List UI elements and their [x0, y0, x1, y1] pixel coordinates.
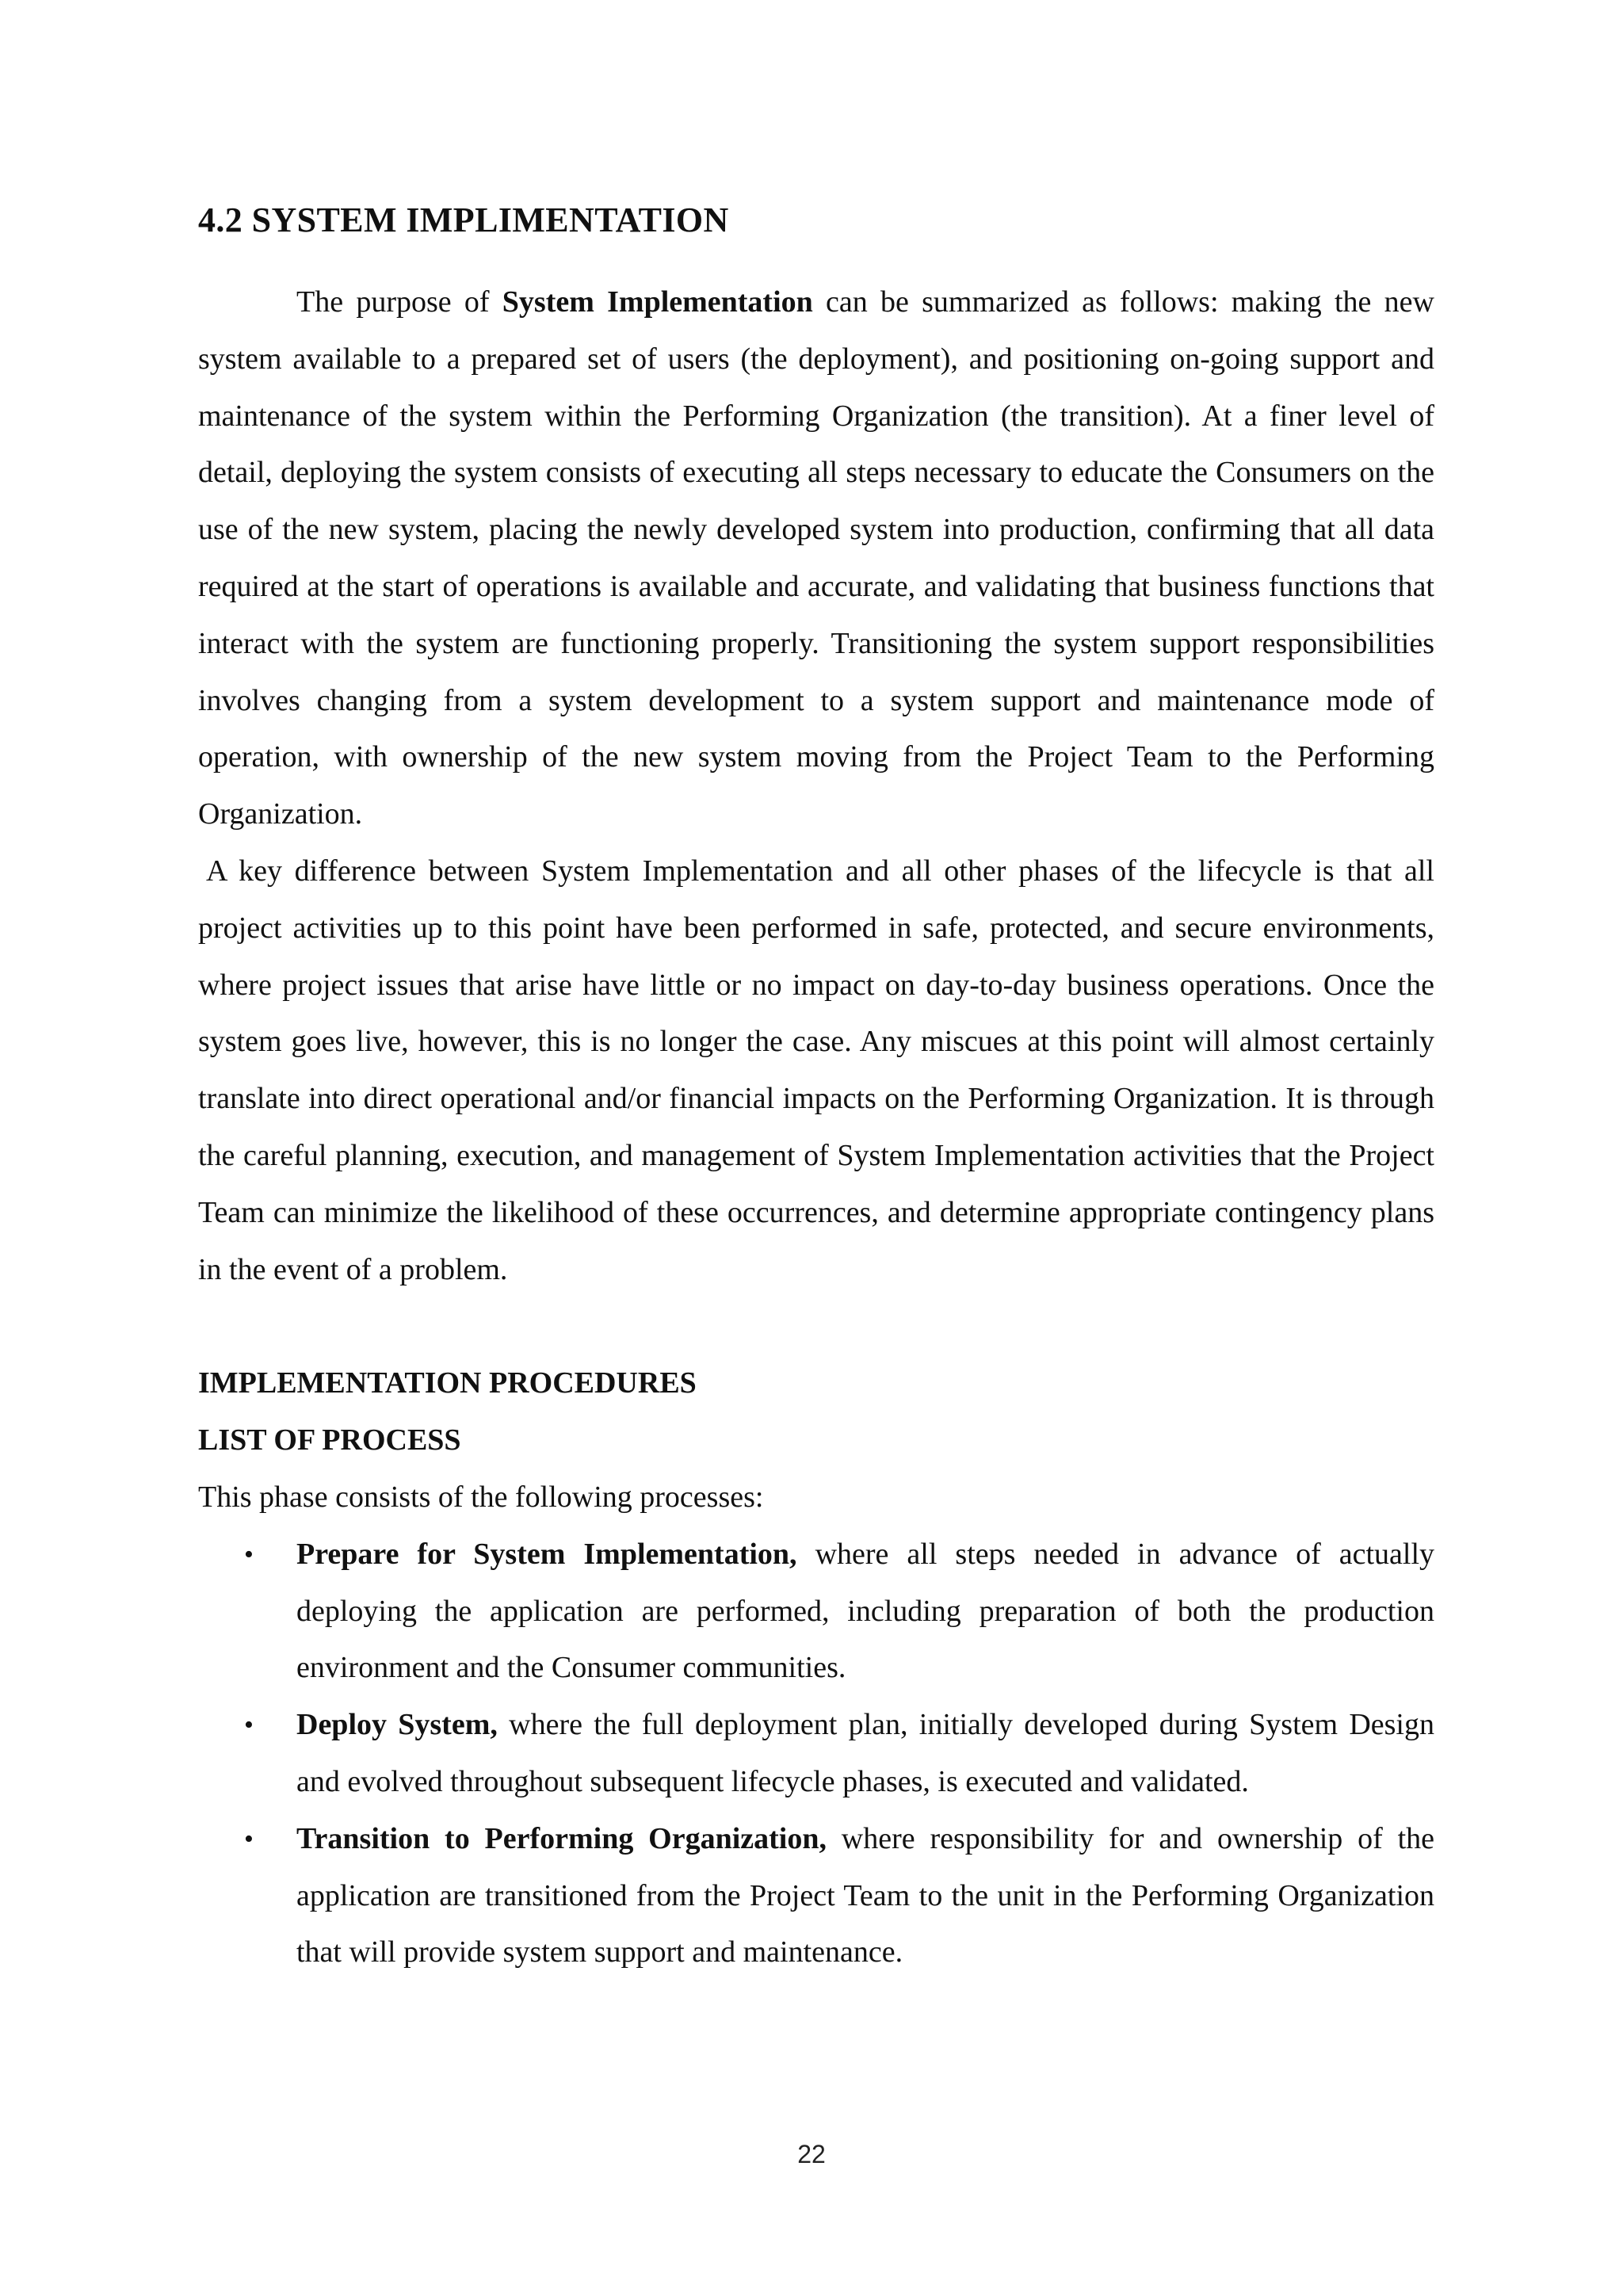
section-title: 4.2 SYSTEM IMPLIMENTATION: [198, 201, 729, 239]
list-of-process-heading: LIST OF PROCESS: [198, 1423, 461, 1457]
system-implementation-term: System Implementation: [502, 285, 813, 319]
list-item: [198, 1526, 1434, 1697]
page-content: [198, 197, 1434, 1981]
process-title: Deploy System,: [296, 1708, 498, 1742]
process-list: [198, 1526, 1434, 1981]
page-number: 22: [797, 2140, 826, 2168]
bullet-icon: •: [244, 1824, 254, 1854]
process-description: where all steps needed in advance of actually deploying the application are performed, including preparation of both the production environment and the Consumer communities.: [296, 1537, 1434, 1685]
list-item: [198, 1697, 1434, 1811]
bullet-icon: •: [244, 1539, 254, 1569]
purpose-lead: The purpose of: [296, 285, 502, 319]
key-difference-paragraph: A key difference between System Implementation and all other phases of the lifecycle is that all project activities up to this point have been performed in safe, protected, and secure environments, where project issues that arise have little or no impact on day-to-day business operations. Once the system goes live, however, this is no longer the case. Any miscues at this point will almost certainly translate into direct operational and/or financial impacts on the Performing Organization. It is through the careful planning, execution, and management of System Implementation activities that the Project Team can minimize the likelihood of these occurrences, and determine appropriate contingency plans in the event of a problem.: [198, 854, 1434, 1286]
list-item: [198, 1811, 1434, 1981]
process-title: Transition to Performing Organization,: [296, 1821, 827, 1855]
process-description: where the full deployment plan, initially developed during System Design and evolved throughout subsequent lifecycle phases, is executed and validated.: [296, 1708, 1434, 1798]
process-title: Prepare for System Implementation,: [296, 1537, 797, 1571]
implementation-procedures-heading: IMPLEMENTATION PROCEDURES: [198, 1366, 697, 1400]
processes-intro: This phase consists of the following processes:: [198, 1480, 764, 1514]
bullet-icon: •: [244, 1710, 254, 1740]
purpose-paragraph: [198, 274, 1434, 843]
purpose-body: can be summarized as follows: making the new system available to a prepared set of users (the deployment), and positioning on-going support and maintenance of the system within the Performing Organization (the transition). At a finer level of detail, deploying the system consists of executing all steps necessary to educate the Consumers on the use of the new system, placing the newly developed system into production, confirming that all data required at the start of operations is available and accurate, and validating that business functions that interact with the system are functioning properly. Transitioning the system support responsibilities involves changing from a system development to a system support and maintenance mode of operation, with ownership of the new system moving from the Project Team to the Performing Organization.: [198, 285, 1434, 831]
process-description: where responsibility for and ownership of the application are transitioned from the Project Team to the unit in the Performing Organization that will provide system support and maintenance.: [296, 1821, 1435, 1969]
